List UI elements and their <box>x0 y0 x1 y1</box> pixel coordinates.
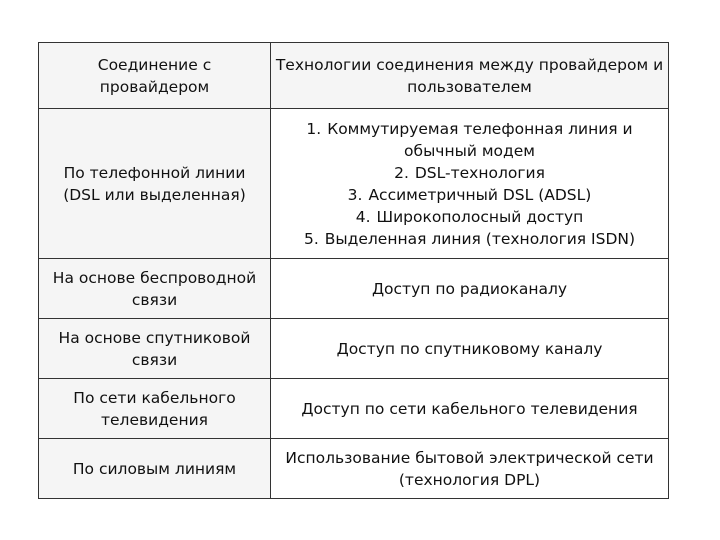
list-item-text: Выделенная линия (технология ISDN) <box>324 229 636 248</box>
list-item <box>275 184 664 206</box>
cable-tv-label: По сети кабельного телевидения <box>73 388 236 429</box>
table-row-phone <box>39 109 669 259</box>
technology-list <box>275 118 664 250</box>
table-row-power-lines <box>39 439 669 499</box>
cell-power-lines-access <box>271 439 669 499</box>
list-item-text: Широкополосный доступ <box>376 207 584 226</box>
cell-radio-access <box>271 259 669 319</box>
phone-line-label: По телефонной линии (DSL или выделенная) <box>63 163 246 204</box>
cell-cable-tv <box>39 379 271 439</box>
table-row-satellite <box>39 319 669 379</box>
list-number: 3. <box>347 185 363 204</box>
list-number: 5. <box>303 229 319 248</box>
table-row-wireless <box>39 259 669 319</box>
wireless-label: На основе беспроводной связи <box>52 268 257 309</box>
satellite-access-label: Доступ по спутниковому каналу <box>336 339 603 358</box>
list-number: 4. <box>355 207 371 226</box>
cell-satellite-access <box>271 319 669 379</box>
header-connection-label: Соединение с провайдером <box>97 55 212 96</box>
table-row-cable-tv <box>39 379 669 439</box>
list-item-text: Ассиметричный DSL (ADSL) <box>368 185 592 204</box>
cable-tv-access-label: Доступ по сети кабельного телевидения <box>301 399 638 418</box>
header-cell-technologies <box>271 43 669 109</box>
list-item-text: Коммутируемая телефонная линия и обычный модем <box>327 119 633 160</box>
list-number: 2. <box>394 163 409 182</box>
power-lines-label: По силовым линиям <box>72 459 237 478</box>
header-row <box>39 43 669 109</box>
radio-access-label: Доступ по радиоканалу <box>371 279 568 298</box>
list-item-text: DSL-технология <box>414 163 545 182</box>
cell-cable-tv-access <box>271 379 669 439</box>
header-cell-connection <box>39 43 271 109</box>
satellite-label: На основе спутниковой связи <box>58 328 251 369</box>
list-item <box>275 206 664 228</box>
list-number: 1. <box>306 119 322 138</box>
power-lines-access-label: Использование бытовой электрической сети (технология DPL) <box>285 448 654 489</box>
list-item <box>275 118 664 162</box>
cell-power-lines <box>39 439 271 499</box>
list-item <box>275 162 664 184</box>
cell-wireless <box>39 259 271 319</box>
cell-satellite <box>39 319 271 379</box>
cell-phone-line <box>39 109 271 259</box>
header-technologies-label: Технологии соединения между провайдером и пользователем <box>275 55 664 96</box>
cell-phone-technologies <box>271 109 669 259</box>
connection-table <box>38 42 669 499</box>
list-item <box>275 228 664 250</box>
